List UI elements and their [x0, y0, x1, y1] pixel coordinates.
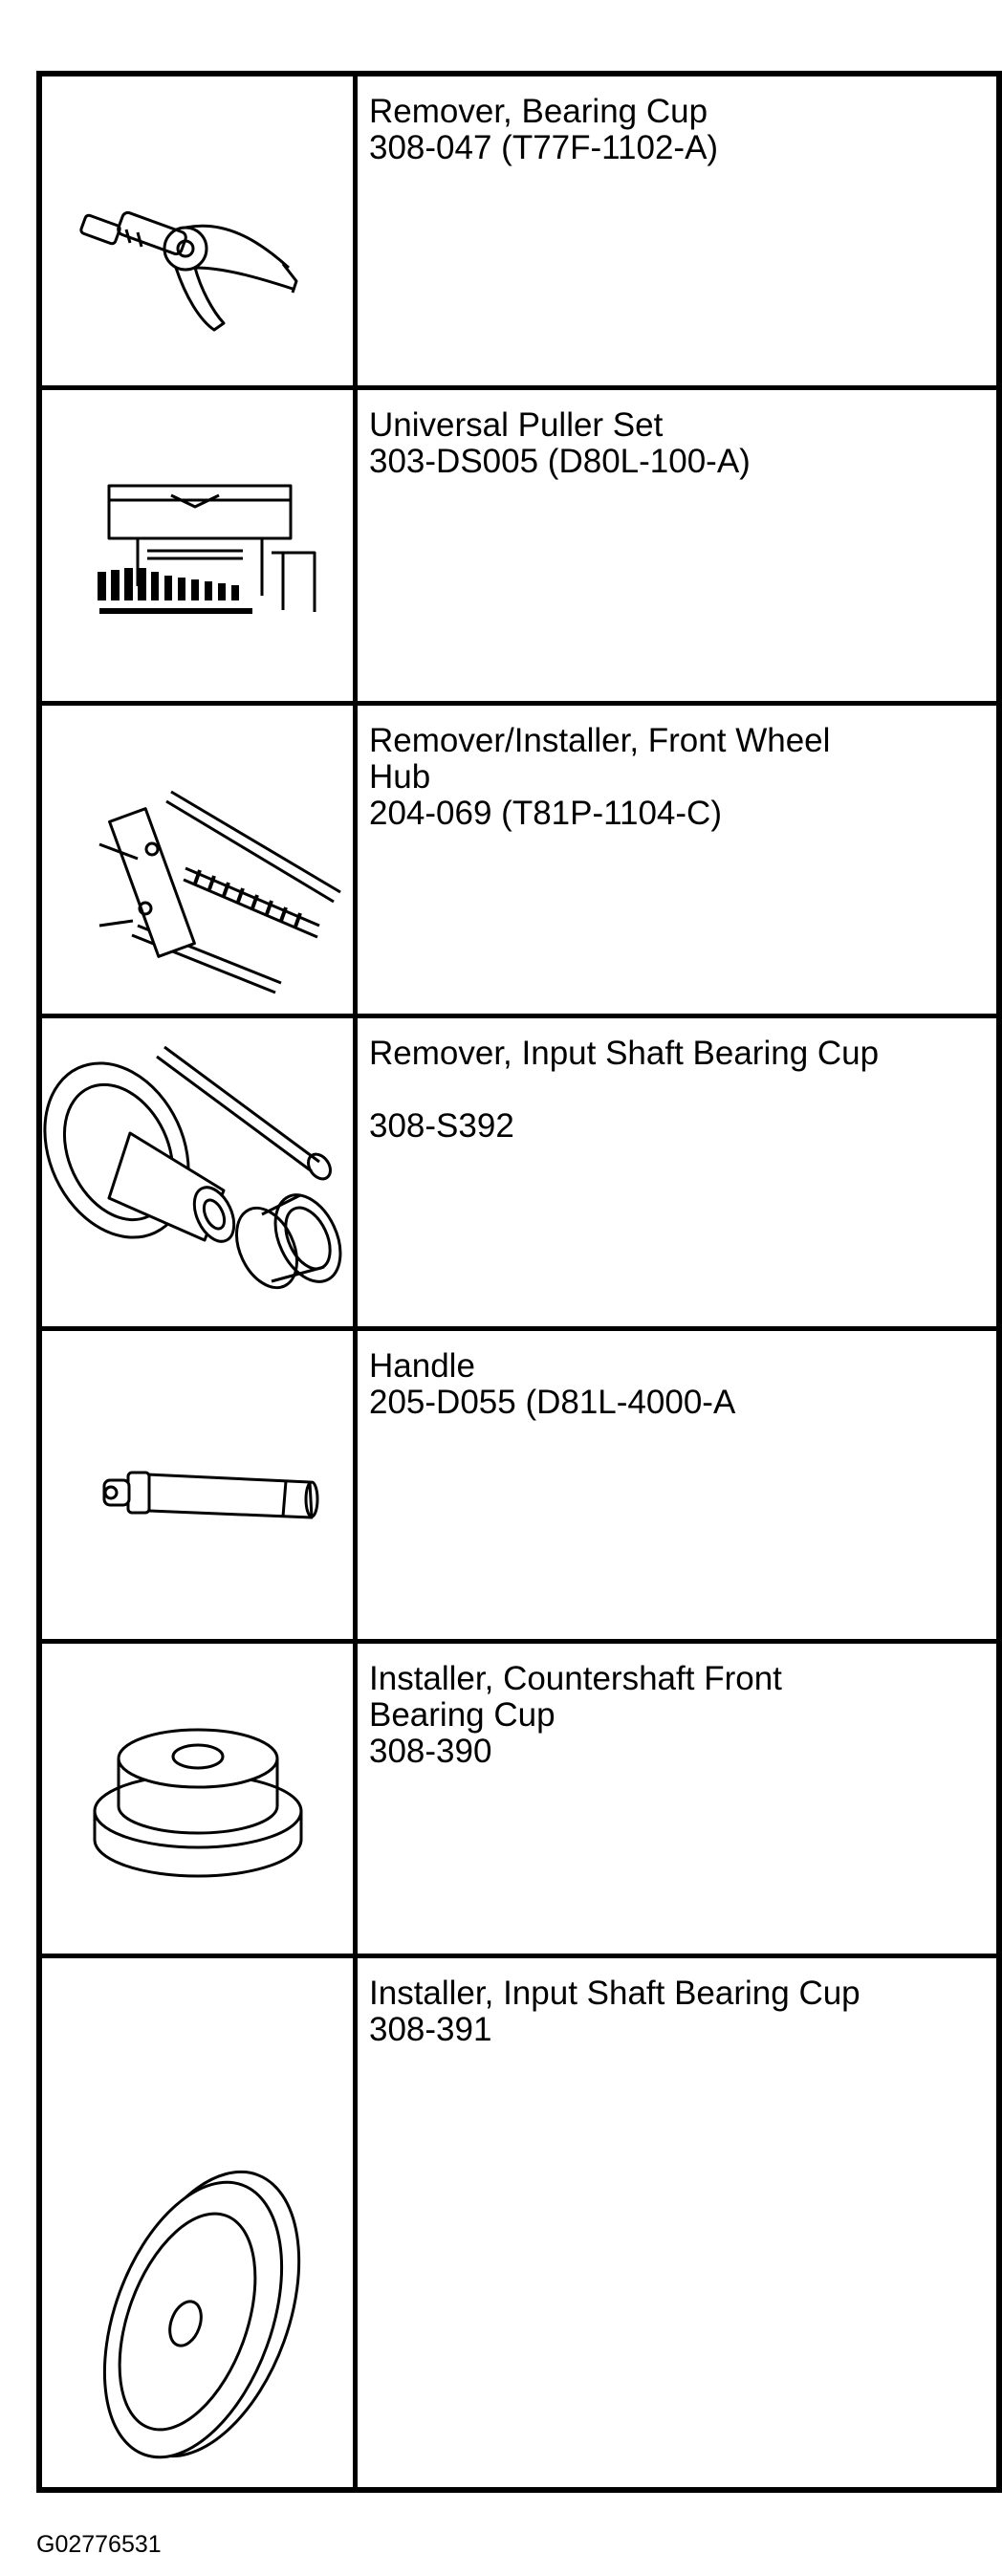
tool-name-continued: Bearing Cup [369, 1696, 555, 1734]
bearing-cup-remover-icon [42, 76, 353, 385]
tool-name: Remover/Installer, Front Wheel [369, 722, 831, 759]
tool-row [39, 704, 999, 1016]
tool-row [39, 1329, 999, 1642]
tool-text-cell [356, 1956, 1000, 2491]
tool-name: Remover, Bearing Cup [369, 93, 708, 130]
tool-row [39, 1016, 999, 1329]
tool-image-cell [39, 1642, 356, 1956]
tool-number: 308-390 [369, 1733, 492, 1770]
front-wheel-hub-remover-installer-icon [42, 706, 353, 1014]
tool-image-cell [39, 1329, 356, 1642]
tool-name: Handle [369, 1347, 475, 1385]
countershaft-bearing-cup-installer-icon [42, 1644, 353, 1954]
tool-text-cell [356, 74, 1000, 388]
tool-number: 303-DS005 (D80L-100-A) [369, 443, 751, 480]
input-shaft-bearing-cup-installer-icon [42, 1958, 353, 2487]
tool-name: Remover, Input Shaft Bearing Cup [369, 1035, 880, 1072]
tool-number: 308-391 [369, 2011, 492, 2048]
tool-image-cell [39, 74, 356, 388]
tool-number: 308-S392 [369, 1107, 514, 1145]
universal-puller-set-icon [42, 390, 353, 701]
tool-text-cell [356, 388, 1000, 704]
tool-text-cell [356, 1016, 1000, 1329]
tool-text-cell [356, 704, 1000, 1016]
tool-text-cell [356, 1329, 1000, 1642]
tool-name: Installer, Input Shaft Bearing Cup [369, 1975, 860, 2012]
tool-name-continued: Hub [369, 758, 431, 796]
tool-name: Installer, Countershaft Front [369, 1660, 782, 1697]
tool-image-cell [39, 704, 356, 1016]
tool-row [39, 74, 999, 388]
tool-row [39, 1956, 999, 2491]
tool-image-cell [39, 388, 356, 704]
tool-number: 205-D055 (D81L-4000-A [369, 1384, 736, 1421]
handle-icon [42, 1331, 353, 1639]
tool-image-cell [39, 1016, 356, 1329]
tool-row [39, 388, 999, 704]
input-shaft-bearing-cup-remover-icon [42, 1018, 353, 1326]
tool-number: 204-069 (T81P-1104-C) [369, 795, 722, 832]
tool-image-cell [39, 1956, 356, 2491]
figure-id: G02776531 [36, 2531, 162, 2558]
tool-row [39, 1642, 999, 1956]
special-tools-table [36, 71, 1002, 2493]
tool-text-cell [356, 1642, 1000, 1956]
tool-number: 308-047 (T77F-1102-A) [369, 129, 719, 166]
tool-name: Universal Puller Set [369, 406, 664, 444]
